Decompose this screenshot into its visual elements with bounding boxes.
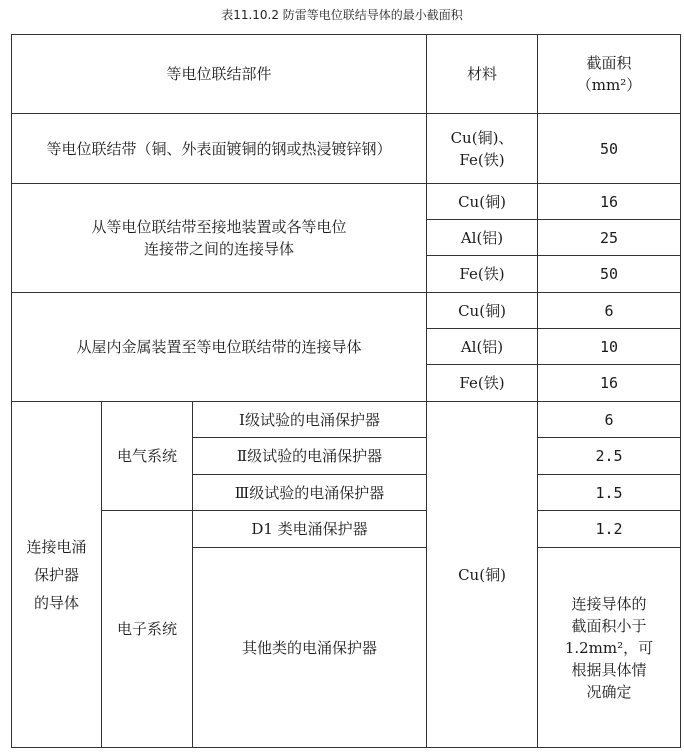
row-strip-ground-material: Cu(铜) bbox=[427, 184, 538, 220]
row-spd-class3-value: 1.5 bbox=[538, 475, 681, 511]
row-strip-ground-value: 25 bbox=[538, 220, 681, 256]
note-line: 1.2mm²，可 bbox=[564, 638, 654, 657]
header-section-title: 截面积 bbox=[586, 54, 632, 72]
header-material: 材料 bbox=[427, 35, 538, 114]
row-spd-class1-value: 6 bbox=[538, 402, 681, 438]
conductor-section-table bbox=[11, 34, 681, 748]
note-line: 连接导体的 bbox=[571, 594, 647, 613]
row-strip-ground-value: 50 bbox=[538, 256, 681, 293]
row-metal-value: 6 bbox=[538, 293, 681, 329]
note-line: 况确定 bbox=[586, 682, 632, 701]
note-line: 根据具体情 bbox=[571, 660, 647, 679]
row-strip-ground-value: 16 bbox=[538, 184, 681, 220]
note-line: 截面积小于 bbox=[571, 616, 647, 635]
row-electrical-label: 电气系统 bbox=[102, 402, 193, 511]
row-strip-ground-material: Al(铝) bbox=[427, 220, 538, 256]
row-metal-value: 10 bbox=[538, 329, 681, 365]
row-spd-d1-name: D1 类电涌保护器 bbox=[193, 511, 427, 548]
row-spd-label-1: 连接电涌 bbox=[26, 537, 87, 556]
row-metal-material: Cu(铜) bbox=[427, 293, 538, 329]
header-section-unit: （mm²） bbox=[576, 76, 642, 94]
row-spd-class2-value: 2.5 bbox=[538, 438, 681, 475]
header-section bbox=[538, 35, 681, 114]
row-metal-value: 16 bbox=[538, 365, 681, 402]
row-spd-class2-name: Ⅱ级试验的电涌保护器 bbox=[193, 438, 427, 475]
row-strip-ground-label bbox=[12, 184, 427, 293]
row-strip-material-1: Cu(铜)、 bbox=[450, 128, 514, 147]
row-strip-material-2: Fe(铁) bbox=[459, 150, 505, 169]
row-spd-label-3: 的导体 bbox=[33, 593, 79, 612]
row-spd-material: Cu(铜) bbox=[427, 402, 538, 748]
row-spd-other-name: 其他类的电涌保护器 bbox=[193, 548, 427, 748]
row-spd-other-note bbox=[538, 548, 681, 748]
row-strip-ground-label-2: 连接带之间的连接导体 bbox=[143, 240, 294, 258]
table-caption: 表11.10.2 防雷等电位联结导体的最小截面积 bbox=[221, 8, 463, 22]
header-part: 等电位联结部件 bbox=[12, 35, 427, 114]
row-strip-material bbox=[427, 114, 538, 184]
row-spd-d1-value: 1.2 bbox=[538, 511, 681, 548]
row-strip-ground-material: Fe(铁) bbox=[427, 256, 538, 293]
row-strip-label: 等电位联结带（铜、外表面镀铜的钢或热浸镀锌钢） bbox=[12, 114, 427, 184]
row-spd-label bbox=[12, 402, 102, 748]
row-spd-label-2: 保护器 bbox=[33, 565, 79, 584]
row-spd-class1-name: Ⅰ级试验的电涌保护器 bbox=[193, 402, 427, 438]
row-metal-label: 从屋内金属装置至等电位联结带的连接导体 bbox=[12, 293, 427, 402]
row-spd-class3-name: Ⅲ级试验的电涌保护器 bbox=[193, 475, 427, 511]
row-metal-material: Fe(铁) bbox=[427, 365, 538, 402]
row-strip-ground-label-1: 从等电位联结带至接地装置或各等电位 bbox=[91, 218, 347, 236]
row-metal-material: Al(铝) bbox=[427, 329, 538, 365]
row-strip-value: 50 bbox=[538, 114, 681, 184]
row-electronic-label: 电子系统 bbox=[102, 511, 193, 748]
